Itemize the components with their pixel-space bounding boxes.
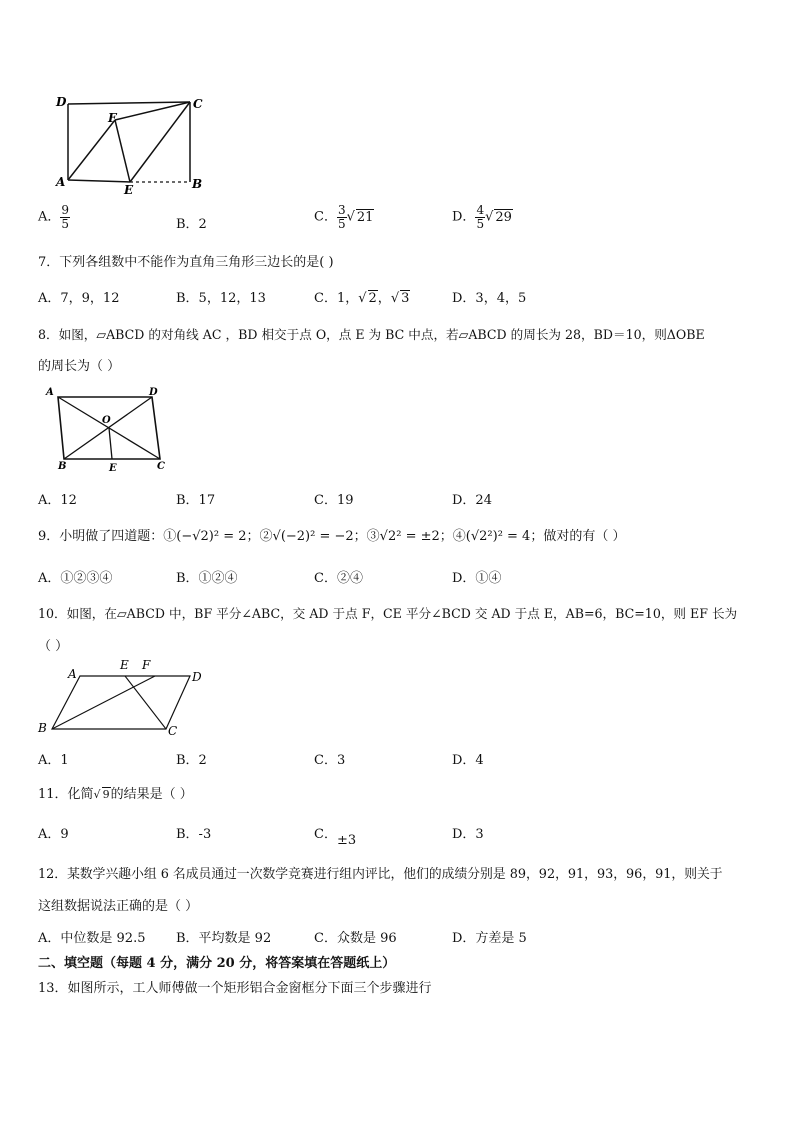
q12-option-c: C．众数是 96 bbox=[314, 931, 397, 946]
fig8-label-d: D bbox=[149, 387, 158, 398]
fig10-label-b: B bbox=[38, 721, 47, 735]
q11-option-b: B．-3 bbox=[176, 827, 212, 842]
q9-option-a: A．①②③④ bbox=[38, 571, 113, 586]
figure-q6 bbox=[52, 92, 212, 197]
q7-option-a: A．7，9，12 bbox=[38, 291, 120, 306]
q8-option-a: A．12 bbox=[38, 493, 77, 508]
q7-option-b: B．5，12，13 bbox=[176, 291, 266, 306]
fig10-label-a: A bbox=[68, 667, 77, 681]
q10-stem-line1: 10．如图，在▱ABCD 中，BF 平分∠ABC，交 AD 于点 F，CE 平分∠BCD 交 AD 于点 E，AB=6，BC=10，则 EF 长为 bbox=[38, 606, 738, 621]
figure-q10 bbox=[34, 656, 214, 740]
q9-option-c: C．②④ bbox=[314, 571, 363, 586]
fig8-label-a: A bbox=[46, 387, 54, 398]
q11-stem: 11．化简√ 9的结果是（ ） bbox=[38, 787, 193, 802]
fig8-label-c: C bbox=[157, 461, 165, 472]
q6-option-d-radicand: 29 bbox=[495, 209, 512, 225]
q6-option-c: C． $\frac{3}{5}$ √ 21 bbox=[314, 203, 374, 231]
fig8-label-e: E bbox=[109, 463, 117, 473]
fig10-label-f: F bbox=[142, 658, 151, 672]
fig8-label-o: O bbox=[102, 415, 111, 426]
q11-option-c: C．±3 bbox=[314, 827, 357, 848]
q9-expr-3: √2² = ±2 bbox=[379, 529, 440, 544]
q10-option-b: B．2 bbox=[176, 753, 207, 768]
q10-option-d: D．4 bbox=[452, 753, 484, 768]
fig10-label-d: D bbox=[192, 670, 202, 684]
q7-stem: 7．下列各组数中不能作为直角三角形三边长的是( ) bbox=[38, 255, 334, 270]
q11-radicand: 9 bbox=[102, 788, 110, 801]
q12-option-a: A．中位数是 92.5 bbox=[38, 931, 146, 946]
q6-option-a-fraction: $\frac{9}{5}$ bbox=[61, 203, 70, 231]
fig10-label-e: E bbox=[120, 658, 129, 672]
q11-option-d: D．3 bbox=[452, 827, 484, 842]
q10-option-a: A．1 bbox=[38, 753, 69, 768]
fig8-label-b: B bbox=[58, 461, 67, 472]
q9-stem: 9．小明做了四道题：①(−√2)² = 2；②√(−2)² = −2；③√2² = ±2；④(√2²)² = 4；做对的有（ ） bbox=[38, 529, 626, 544]
q8-option-c: C．19 bbox=[314, 493, 354, 508]
q12-option-b: B．平均数是 92 bbox=[176, 931, 272, 946]
q8-stem-line1: 8．如图，▱ABCD 的对角线 AC ，BD 相交于点 O，点 E 为 BC 中点，若▱ABCD 的周长为 28，BD＝10，则ΔOBE bbox=[38, 327, 705, 342]
q12-stem-line2: 这组数据说法正确的是（ ） bbox=[38, 899, 199, 914]
fig6-label-d: D bbox=[56, 95, 67, 109]
q9-expr-4: (√2²)² = 4 bbox=[465, 529, 531, 544]
q12-stem-line1: 12．某数学兴趣小组 6 名成员通过一次数学竞赛进行组内评比，他们的成绩分别是 89，92，91，93，96，91，则关于 bbox=[38, 867, 723, 882]
section-title-fill-in: 二、填空题（每题 4 分，满分 20 分，将答案填在答题纸上） bbox=[38, 956, 396, 971]
q6-option-d-prefix: D． bbox=[452, 209, 476, 225]
q6-option-b: B．2 bbox=[176, 217, 207, 232]
q11-option-c-value: ±3 bbox=[336, 833, 357, 848]
q8-option-d: D．24 bbox=[452, 493, 492, 508]
q11-option-a: A．9 bbox=[38, 827, 69, 842]
fig10-label-c: C bbox=[168, 724, 178, 738]
q6-option-d-fraction: $\frac{4}{5}$ bbox=[476, 203, 485, 231]
q6-option-d: D． $\frac{4}{5}$ √ 29 bbox=[452, 203, 512, 231]
q6-option-c-fraction: $\frac{3}{5}$ bbox=[337, 203, 346, 231]
q9-option-b: B．①②④ bbox=[176, 571, 238, 586]
q10-option-c: C．3 bbox=[314, 753, 346, 768]
fig6-label-c: C bbox=[193, 97, 203, 111]
q9-expr-2: √(−2)² = −2 bbox=[272, 529, 354, 544]
q8-option-b: B．17 bbox=[176, 493, 216, 508]
fig6-label-a: A bbox=[56, 175, 66, 189]
q8-stem-line2: 的周长为（ ） bbox=[38, 359, 121, 374]
fig6-label-e: E bbox=[124, 183, 134, 197]
fig6-label-f: F bbox=[108, 111, 117, 125]
q13-stem: 13．如图所示，工人师傅做一个矩形铝合金窗框分下面三个步骤进行 bbox=[38, 981, 432, 996]
q12-option-d: D．方差是 5 bbox=[452, 931, 527, 946]
q7-option-d: D．3，4，5 bbox=[452, 291, 527, 306]
q9-expr-1: (−√2)² = 2 bbox=[176, 529, 247, 544]
q10-stem-line2: （ ） bbox=[38, 639, 69, 654]
q6-option-a-prefix: A． bbox=[38, 209, 61, 225]
q6-option-c-radicand: 21 bbox=[356, 209, 374, 225]
q9-option-d: D．①④ bbox=[452, 571, 502, 586]
q6-option-a bbox=[38, 204, 70, 230]
q6-option-c-prefix: C． bbox=[314, 209, 337, 225]
q7-option-c: C．1，√ 2，√ 3 bbox=[314, 291, 410, 306]
fig6-label-b: B bbox=[192, 177, 203, 191]
figure-q8 bbox=[44, 385, 174, 473]
